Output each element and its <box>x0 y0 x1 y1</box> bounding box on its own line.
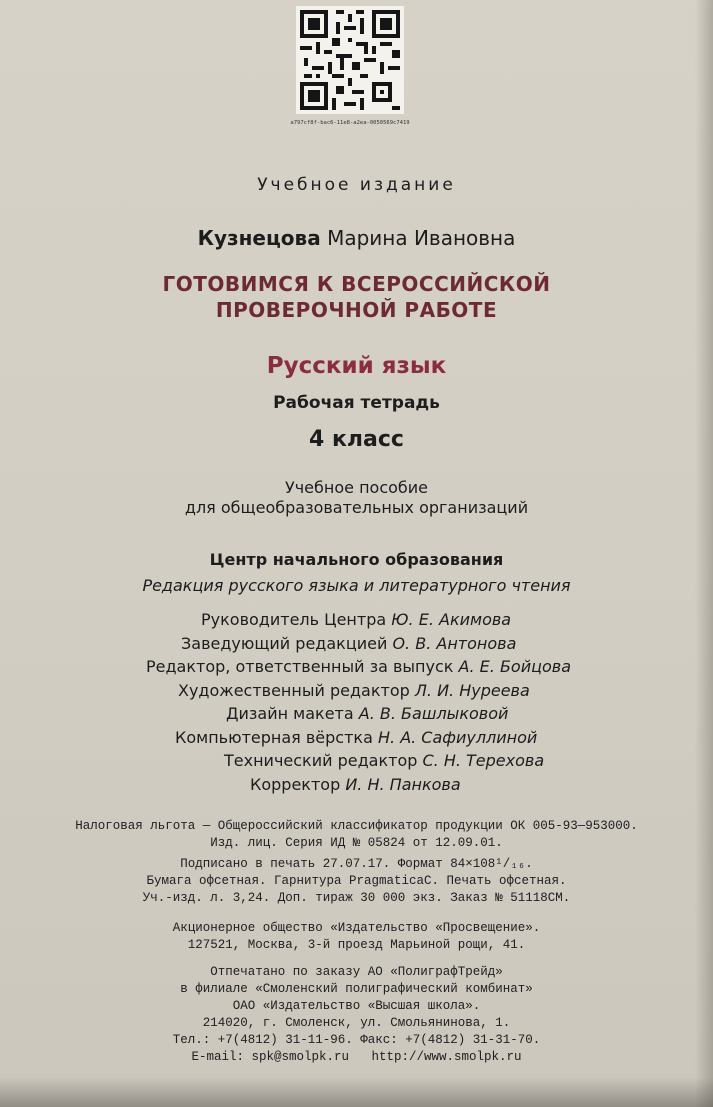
book-title-line-2: ПРОВЕРОЧНОЙ РАБОТЕ <box>215 298 498 322</box>
staff-role: Технический редактор <box>224 751 418 770</box>
imprint-printer-block <box>0 964 713 1066</box>
qr-code-caption: a797cf8f-bac6-11e8-a2ea-0050569c7419 <box>290 120 410 126</box>
staff-role: Корректор <box>250 774 341 794</box>
purpose-line-2: для общеобразовательных организаций <box>184 498 529 517</box>
staff-line <box>250 773 713 797</box>
imprint-printer-company: ОАО «Издательство «Высшая школа». <box>232 999 481 1013</box>
purpose-line-1: Учебное пособие <box>284 478 429 497</box>
imprint-paper: Бумага офсетная. Гарнитура PragmaticaC. Печать офсетная. <box>146 874 567 888</box>
imprint-printer-contacts: E-mail: spk@smolpk.ru http://www.smolpk.ru <box>191 1050 522 1064</box>
staff-role: Компьютерная вёрстка <box>175 727 373 747</box>
staff-role: Руководитель Центра <box>201 610 387 629</box>
staff-role: Заведующий редакцией <box>181 633 388 653</box>
imprint-publisher: Акционерное общество «Издательство «Просвещение». <box>172 921 541 935</box>
book-purpose <box>0 478 713 518</box>
staff-line <box>201 608 713 632</box>
staff-person: Н. А. Сафиуллиной <box>377 727 538 747</box>
imprint-printer-order: Отпечатано по заказу АО «ПолиграфТрейд» <box>210 965 503 979</box>
edition-type: Учебное издание <box>257 175 456 195</box>
staff-line <box>224 749 713 773</box>
education-center: Центр начального образования <box>209 550 504 569</box>
imprint-tax: Налоговая льгота — Общероссийский классификатор продукции ОК 005-93—953000. <box>75 819 638 833</box>
staff-person: А. Е. Бойцова <box>458 657 572 676</box>
author-surname: Кузнецова <box>197 226 321 250</box>
grade-label: 4 класс <box>309 427 404 452</box>
page-bottom-shadow <box>0 1077 713 1107</box>
imprint-publisher-address: 127521, Москва, 3-й проезд Марьиной рощи, 41. <box>187 938 526 952</box>
staff-person: Л. И. Нуреева <box>414 680 530 700</box>
staff-role: Дизайн макета <box>226 704 354 723</box>
staff-line <box>178 679 713 703</box>
staff-role: Художественный редактор <box>178 680 410 700</box>
imprint-printer-phone: Тел.: +7(4812) 31-11-96. Факс: +7(4812) 31-31-70. <box>172 1033 541 1047</box>
author-given-name: Марина Ивановна <box>327 226 516 250</box>
imprint-tax-block <box>0 818 713 852</box>
staff-person: О. В. Антонова <box>392 633 517 653</box>
book-title <box>0 271 713 323</box>
subject: Русский язык <box>266 353 447 379</box>
redaction-name: Редакция русского языка и литературного чтения <box>142 576 571 595</box>
staff-line <box>146 655 713 679</box>
qr-code <box>296 6 404 114</box>
staff-person: И. Н. Панкова <box>345 774 461 794</box>
imprint-printer-address: 214020, г. Смоленск, ул. Смольянинова, 1. <box>202 1016 511 1030</box>
imprint-publisher-block <box>0 920 713 954</box>
staff-person: С. Н. Терехова <box>422 751 545 770</box>
author-name <box>0 226 713 250</box>
staff-person: А. В. Башлыковой <box>358 704 509 723</box>
staff-person: Ю. Е. Акимова <box>391 610 512 629</box>
imprint-sheets: Уч.-изд. л. 3,24. Доп. тираж 30 000 экз. Заказ № 51118СМ. <box>142 891 571 905</box>
imprint-printer-branch: в филиале «Смоленский полиграфический комбинат» <box>180 982 533 996</box>
imprint-print-block <box>0 856 713 907</box>
staff-line <box>226 702 713 726</box>
imprint-signed: Подписано в печать 27.07.17. Формат 84×108¹/₁₆. <box>180 857 533 871</box>
workbook-label: Рабочая тетрадь <box>273 393 440 413</box>
staff-line <box>181 632 713 656</box>
staff-list <box>0 608 713 796</box>
imprint-license: Изд. лиц. Серия ИД № 05824 от 12.09.01. <box>210 836 503 850</box>
staff-role: Редактор, ответственный за выпуск <box>146 657 454 676</box>
staff-line <box>175 726 713 750</box>
book-title-line-1: ГОТОВИМСЯ К ВСЕРОССИЙСКОЙ <box>162 272 551 296</box>
